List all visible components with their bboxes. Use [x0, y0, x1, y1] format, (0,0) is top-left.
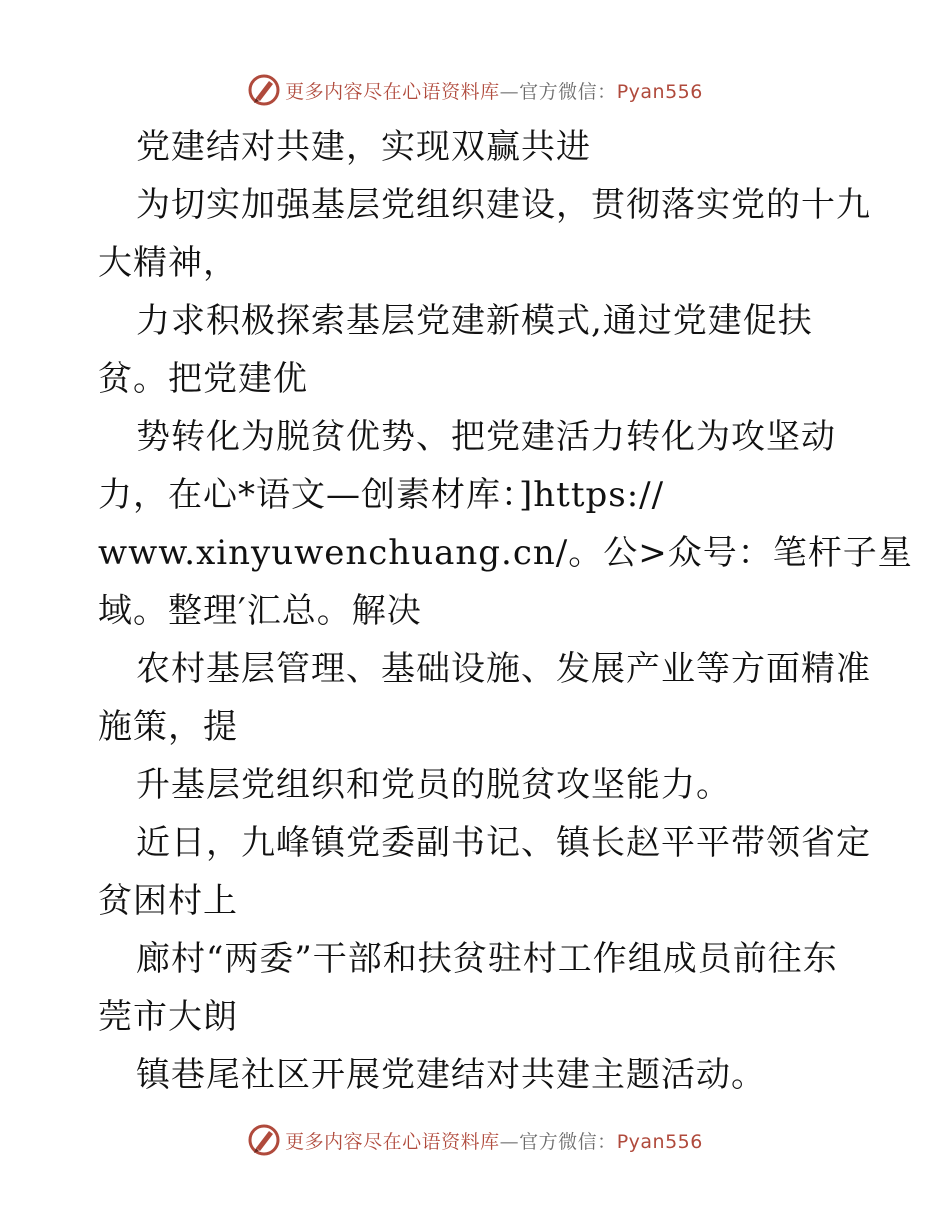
document-line: 党建结对共建，实现双赢共进: [136, 127, 591, 167]
watermark-site: 更多内容尽在心语资料库: [285, 80, 500, 103]
document-line: 力求积极探索基层党建新模式,通过党建促扶: [136, 301, 813, 341]
document-line: 近日，九峰镇党委副书记、镇长赵平平带领省定: [136, 823, 871, 863]
document-line: 贫。把党建优: [98, 359, 308, 399]
watermark-wechat-label: 官方微信：: [519, 1130, 617, 1153]
header-watermark: [0, 70, 950, 110]
watermark-site: 更多内容尽在心语资料库: [285, 1130, 500, 1153]
document-line: 贫困村上: [98, 881, 238, 921]
document-line: 莞市大朗: [98, 997, 238, 1037]
document-line: 大精神，: [98, 243, 238, 283]
document-line: 镇巷尾社区开展党建结对共建主题活动。: [136, 1055, 766, 1095]
document-line: 域。整理′汇总。解决: [98, 591, 422, 631]
document-line: 农村基层管理、基础设施、发展产业等方面精准: [136, 649, 871, 689]
watermark-separator: —: [499, 80, 520, 103]
watermark-wechat-id: Pyan556: [616, 1130, 703, 1153]
document-line: 势转化为脱贫优势、把党建活力转化为攻坚动: [136, 417, 836, 457]
footer-watermark-inner: [247, 1123, 703, 1157]
document-body: [98, 118, 913, 1104]
watermark-text: [285, 1127, 703, 1154]
footer-watermark: [0, 1120, 950, 1160]
pen-logo-icon: [247, 1123, 281, 1157]
watermark-text: [285, 77, 703, 104]
pen-logo-icon: [247, 73, 281, 107]
document-line: www.xinyuwenchuang.cn/。公>众号：笔杆子星: [98, 533, 913, 573]
document-line: 廊村“两委”干部和扶贫驻村工作组成员前往东: [136, 939, 838, 979]
header-watermark-inner: [247, 73, 703, 107]
watermark-wechat-label: 官方微信：: [519, 80, 617, 103]
document-line: 升基层党组织和党员的脱贫攻坚能力。: [136, 765, 731, 805]
document-line: 施策，提: [98, 707, 238, 747]
document-line: 力，在心*语文—创素材库：]https://: [98, 475, 665, 515]
watermark-separator: —: [499, 1130, 520, 1153]
watermark-wechat-id: Pyan556: [616, 80, 703, 103]
document-line: 为切实加强基层党组织建设，贯彻落实党的十九: [136, 185, 871, 225]
